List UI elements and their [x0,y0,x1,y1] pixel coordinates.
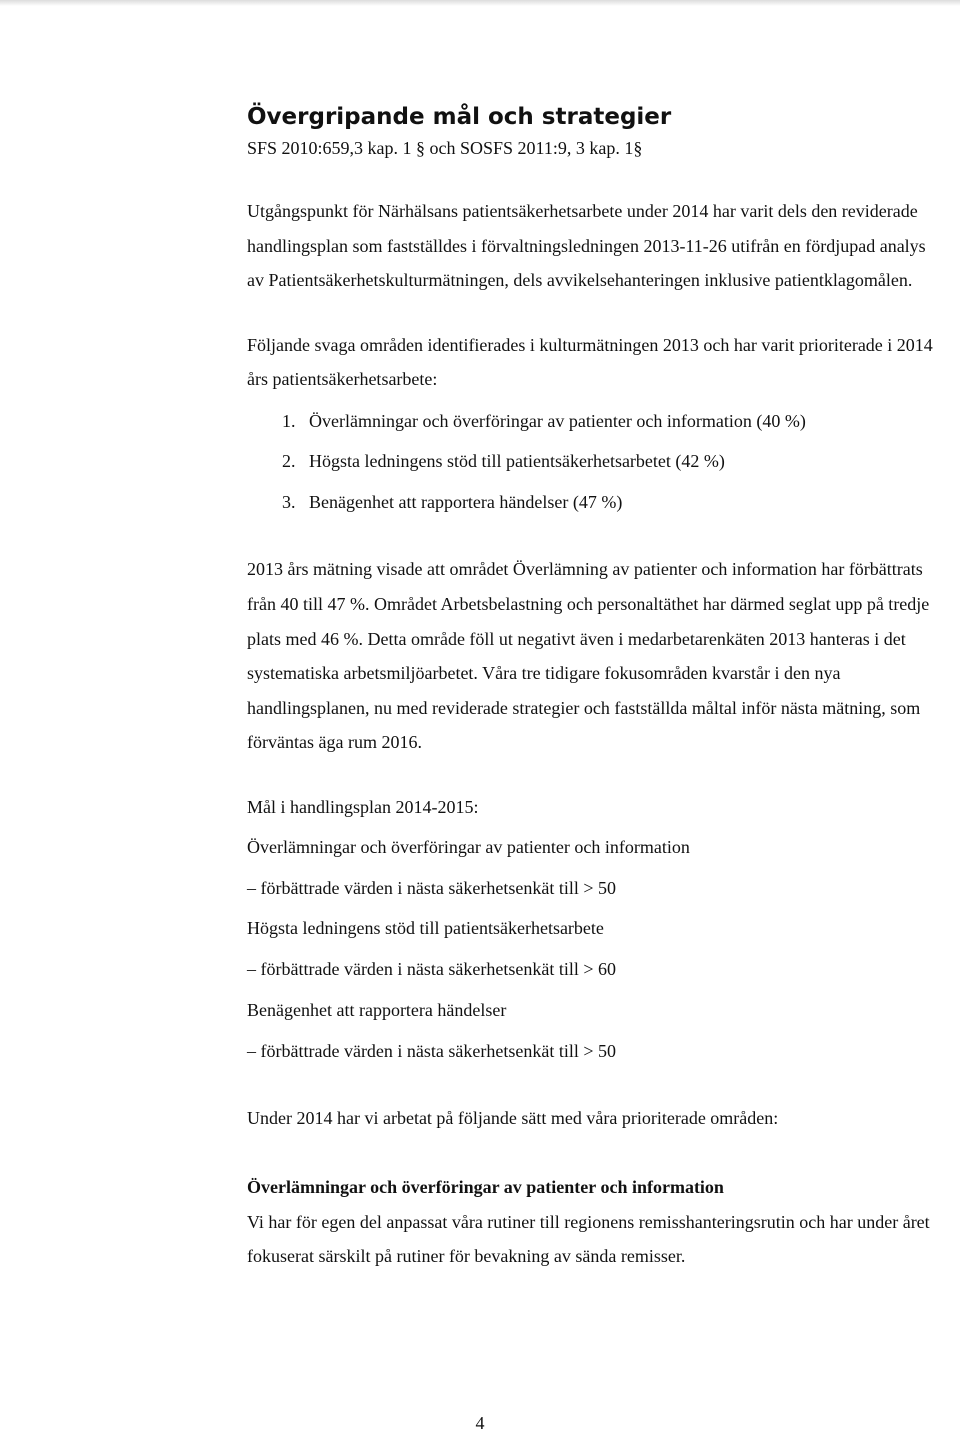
list-item-text: Benägenhet att rapportera händelser (47 %) [309,491,623,512]
measurement-paragraph: 2013 års mätning visade att området Överlämning av patienter och information har förbättrats från 40 till 47 %. Området Arbetsbelastning och personaltäthet har därmed seglat upp på tredje plats med 46 %. Detta område föll ut negativt även i medarbetarenkäten 2013 hanteras i det systematiska arbetsmiljöarbetet. Våra tre tidigare fokusområden kvarstår i den nya handlingsplanen, nu med reviderade strategier och fastställda måltal inför nästa mätning, som förväntas äga rum 2016. [247,559,930,753]
list-item [247,401,937,442]
work-intro-paragraph: Under 2014 har vi arbetat på följande sätt med våra prioriterade områden: [247,1108,779,1129]
page-number: 4 [475,1413,485,1433]
goal-target: – förbättrade värden i nästa säkerhetsenkät till > 50 [247,1040,617,1061]
page-content [247,100,937,1274]
legal-reference: SFS 2010:659,3 kap. 1 § och SOSFS 2011:9, 3 kap. 1§ [247,138,643,158]
goal-area: Överlämningar och överföringar av patienter och information [247,837,690,858]
goal-area: Benägenhet att rapportera händelser [247,999,507,1020]
intro-paragraph: Utgångspunkt för Närhälsans patientsäkerhetsarbete under 2014 har varit dels den reviderade handlingsplan som fastställdes i förvaltningsledningen 2013-11-26 utifrån en fördjupad analys av Patientsäkerhetskulturmätningen, dels avvikelsehanteringen inklusive patientklagomålen. [247,201,926,291]
page-top-edge [0,0,960,6]
list-item [247,482,937,523]
list-item-text: Högsta ledningens stöd till patientsäkerhetsarbetet (42 %) [309,451,725,472]
section-heading: Övergripande mål och strategier [247,104,672,130]
sub-heading: Överlämningar och överföringar av patienter och information [247,1176,724,1197]
list-item-text: Överlämningar och överföringar av patienter och information (40 %) [309,410,806,431]
list-item-number: 3. [282,491,296,512]
goal-area: Högsta ledningens stöd till patientsäkerhetsarbete [247,918,604,939]
routines-paragraph: Vi har för egen del anpassat våra rutiner till regionens remisshanteringsrutin och har under året fokuserat särskilt på rutiner för bevakning av sända remisser. [247,1211,930,1267]
goal-target: – förbättrade värden i nästa säkerhetsenkät till > 60 [247,959,617,980]
list-item-number: 1. [282,410,296,431]
goal-target: – förbättrade värden i nästa säkerhetsenkät till > 50 [247,877,617,898]
goals-title: Mål i handlingsplan 2014-2015: [247,797,479,818]
weak-areas-intro: Följande svaga områden identifierades i kulturmätningen 2013 och har varit prioriterade i 2014 års patientsäkerhetsarbete: [247,334,933,390]
list-item [247,441,937,482]
list-item-number: 2. [282,451,296,472]
goals-list [247,827,937,1071]
weak-areas-list [247,401,937,523]
